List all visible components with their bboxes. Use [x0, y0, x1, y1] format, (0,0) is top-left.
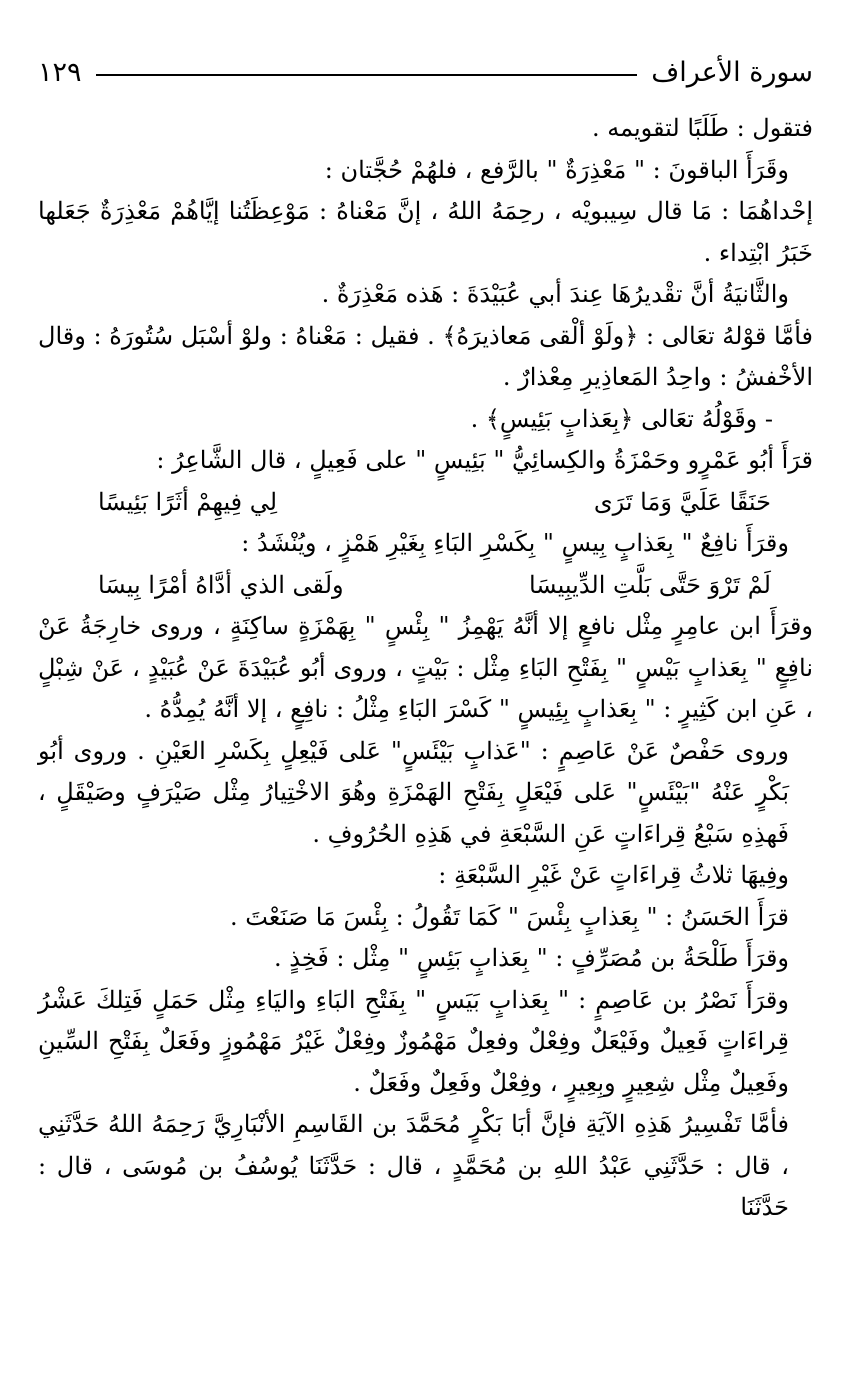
running-header — [38, 50, 813, 94]
page-body — [38, 108, 813, 1229]
poetry-verse — [38, 482, 813, 524]
paragraph: فتقول : طَلَبًا لتقويمه . — [591, 114, 813, 142]
paragraph: وقَرَأَ الباقونَ : " مَعْذِرَةٌ " بالرَّفع ، فلهُمْ حُجَّتان : — [324, 155, 789, 184]
paragraph: والثَّانيَةُ أنَّ تقْديرُهَا عِندَ أبي عُبَيْدَةَ : هَذه مَعْذِرَةٌ . — [321, 280, 789, 308]
paragraph: - وقَوْلُهُ تعَالى ﴿بِعَذابٍ بَئِيسٍ﴾ . — [470, 404, 773, 433]
poetry-verse — [38, 565, 813, 607]
verse-hemistich-second: ولَقى الذي أدَّاهُ أمْرًا بِيسَا — [98, 570, 344, 599]
paragraph: وفِيهَا ثلاثُ قِراءَاتٍ عَنْ غَيْرِ السَّبْعَةِ : — [438, 861, 789, 889]
paragraph: قرَأَ الحَسَنُ : " بِعَذابٍ بِئْسَ " كَمَا تَقُولُ : بِئْسَ مَا صَنَعْتَ . — [230, 902, 789, 931]
paragraph: فأمَّا قوْلهُ تعَالى : ﴿ولَوْ ألْقى مَعاذيرَهُ﴾ . فقيل : مَعْناهُ : ولوْ أسْبَل سُتُورَهُ : وقال الأخْفشُ : واحِدُ المَعاذِيرِ مِعْذارٌ . — [38, 321, 813, 391]
book-page — [38, 50, 813, 1229]
paragraph: وقرَأَ طَلْحَةُ بن مُصَرِّفٍ : " بِعَذابٍ بَئِسٍ " مِثْل : فَخِذٍ . — [273, 944, 789, 972]
page-number: ١٢٩ — [38, 56, 82, 88]
header-rule — [96, 74, 638, 76]
paragraph: وروى حَفْصٌ عَنْ عَاصِمٍ : "عَذابٍ بَيْئَسٍ" عَلى فَيْعِلٍ بِكَسْرِ العَيْنِ . وروى أبُو بَكْرٍ عَنْهُ "بَيْئَسٍ" عَلى فَيْعَلٍ بِفَتْحِ الهَمْزَةِ وهُوَ الاخْتِيارُ مِثْل صَيْرَفٍ وصَيْقَلٍ ، فَهذِهِ سَبْعُ قِراءَاتٍ عَنِ السَّبْعَةِ في هَذِهِ الحُرُوفِ . — [38, 736, 789, 848]
paragraph: إحْداهُمَا : مَا قال سِيبويْه ، رحِمَهُ اللهُ ، إنَّ مَعْناهُ : مَوْعِظَتُنا إيَّاهُمْ مَعْذِرَةٌ جَعَلها خَبَرُ ابْتِداء . — [38, 197, 813, 267]
surah-title: سورة الأعراف — [651, 56, 813, 88]
verse-hemistich-first: حَنَقًا عَلَيَّ وَمَا تَرَى — [593, 487, 771, 516]
paragraph: قرَأَ أبُو عَمْرٍو وحَمْزَةُ والكِسائِيُّ " بَئِيسٍ " على فَعِيلٍ ، قال الشَّاعِرُ : — [156, 446, 813, 474]
verse-hemistich-second: لِي فِيهِمْ أثَرًا بَئِيسًا — [98, 487, 278, 516]
paragraph: وقرَأَ نَصْرُ بن عَاصِمٍ : " بِعَذابٍ بَيَسٍ " بِفَتْحِ البَاءِ واليَاءِ مِثْل حَمَلٍ فَتِلكَ عَشْرُ قِراءَاتٍ فَعِيلٌ وفَيْعَلٌ وفِعْلٌ وفعِلٌ مَهْمُوزٌ وفِعْلٌ غَيْرُ مَهْمُوزٍ وفَعَلٌ بِفَتْحِ السِّينِ وفَعِيلٌ مِثْل شِعِيرٍ وبِعِيرٍ ، وفِعْلٌ وفَعِلٌ وفَعَلٌ . — [38, 985, 789, 1097]
verse-hemistich-first: لَمْ تَرْوَ حَتَّى بَلَّتِ الدِّيبِيسَا — [528, 570, 771, 599]
paragraph: فأمَّا تَفْسِيرُ هَذِهِ الآيَةِ فإنَّ أبَا بَكْرٍ مُحَمَّدَ بن القَاسِمِ الأنْبَارِيَّ رَحِمَهُ اللهُ حَدَّثَنِي ، قال : حَدَّثَنِي عَبْدُ اللهِ بن مُحَمَّدٍ ، قال : حَدَّثَنَا يُوسُفُ بن مُوسَى ، قال : حَدَّثَنَا — [38, 1110, 790, 1221]
paragraph: وقرَأَ ابن عامِرٍ مِثْل نافعٍ إلا أنَّهُ يَهْمِزُ " بِئْسٍ " بِهَمْزَةٍ ساكِنَةٍ ، وروى خارِجَةُ عَنْ نافِعٍ " بِعَذابٍ بَيْسٍ " بِفَتْحِ البَاءِ مِثْل : بَيْتٍ ، وروى أبُو عُبَيْدَةَ عَنْ عُبَيْدٍ ، عَنْ شِبْلٍ ، عَنِ ابن كَثِيرٍ : " بِعَذابٍ بِئِيسٍ " كَسْرَ البَاءِ مِثْلُ : نافِعٍ ، إلا أنَّهُ يُمِدُّهُ . — [38, 612, 813, 723]
paragraph: وقرَأَ نافِعٌ " بِعَذابٍ بِيسٍ " بِكَسْرِ البَاءِ بِغَيْرِ هَمْزٍ ، ويُنْشَدُ : — [241, 529, 789, 557]
